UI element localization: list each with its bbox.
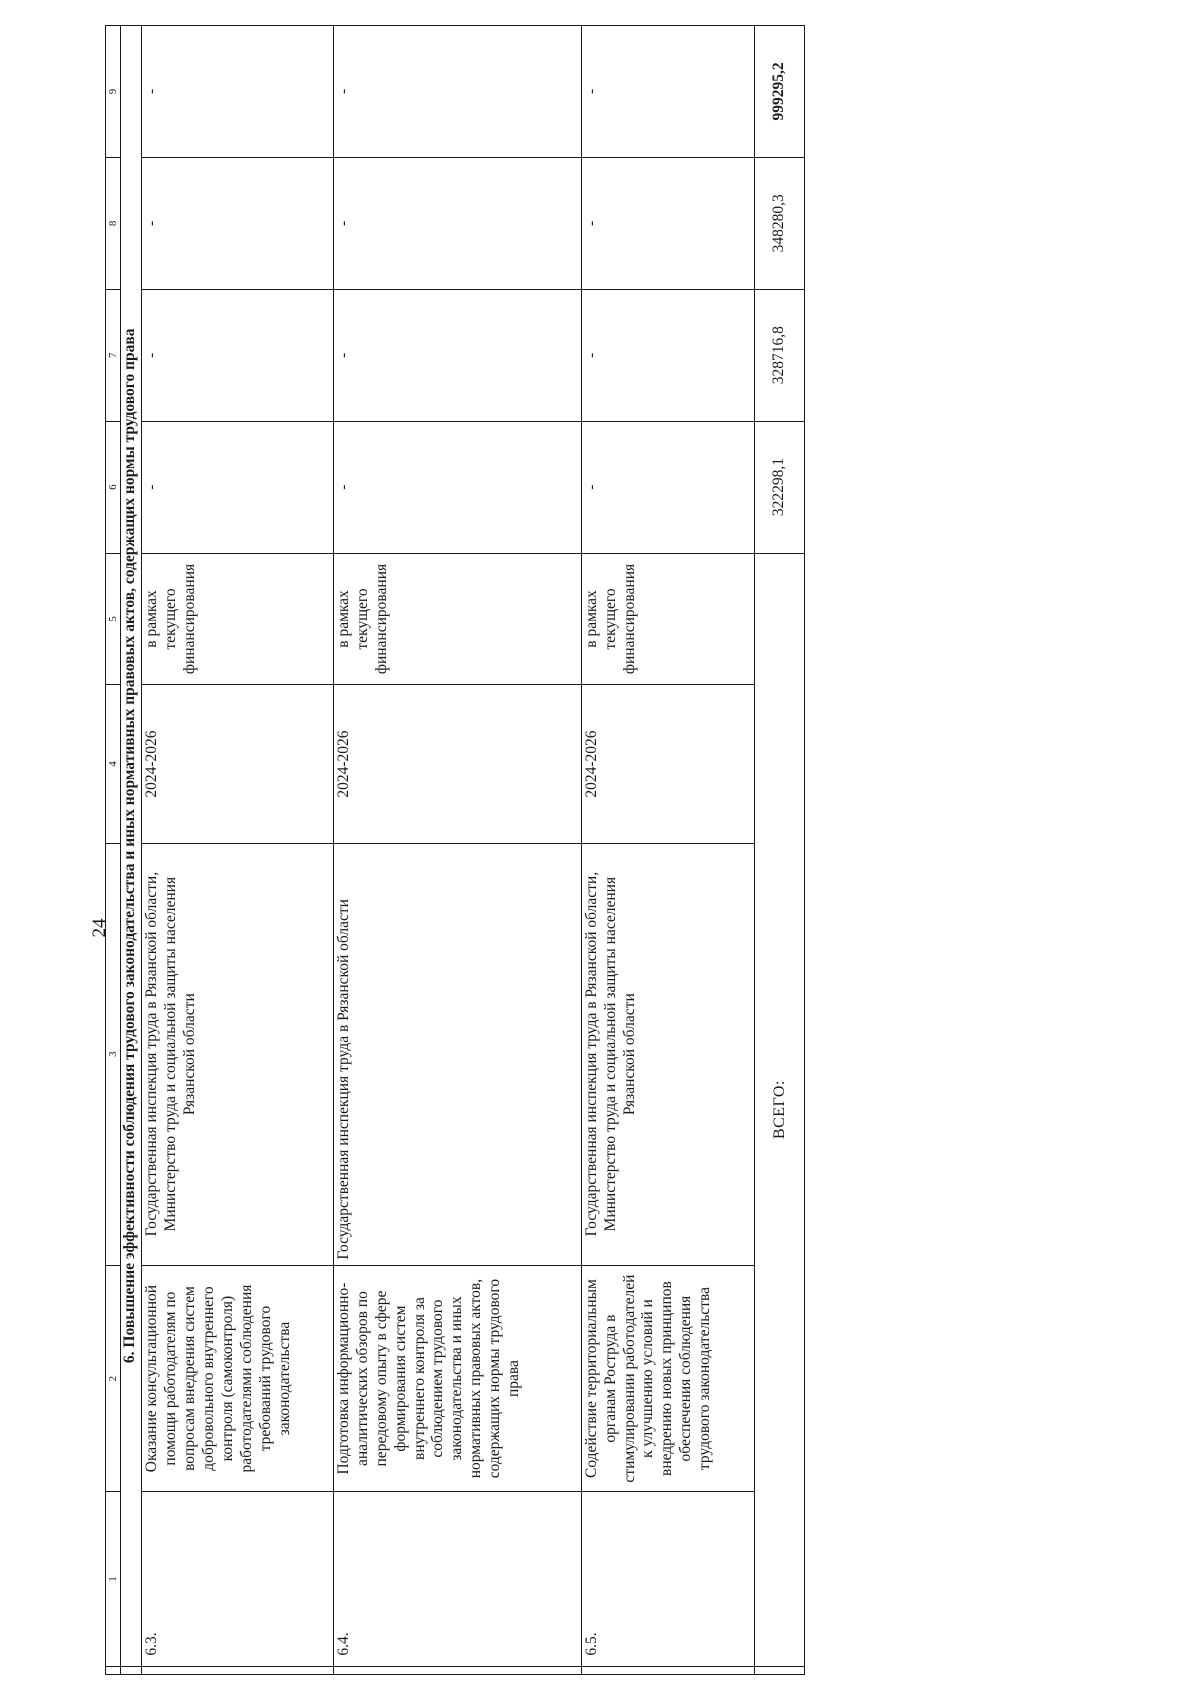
column-number: 8 [106, 157, 121, 289]
column-number: 9 [106, 26, 121, 158]
executors-cell: Государственная инспекция труда в Рязанской области, Министерство труда и социальной защиты населения Рязанской области [142, 843, 334, 1265]
table-row [581, 26, 754, 1675]
value-cell: - [581, 421, 754, 553]
column-number: 4 [106, 685, 121, 843]
value-cell: - [142, 421, 334, 553]
total-value: 328716,8 [754, 289, 804, 421]
value-cell: - [142, 289, 334, 421]
blank-cell [581, 1666, 754, 1674]
page-number: 24 [89, 918, 110, 938]
activities-table [105, 25, 805, 1675]
column-number-row [106, 26, 121, 1675]
table-row [333, 26, 581, 1675]
blank-cell [754, 1666, 804, 1674]
grand-total-value: 999295,2 [754, 26, 804, 158]
activity-cell: Подготовка информационно-аналитических обзоров по передовому опыту в сфере формирования систем внутреннего контроля за соблюдением трудового законодательства и иных нормативных правовых актов, содержащих нормы трудового права [333, 1265, 581, 1492]
total-row [754, 26, 804, 1675]
row-number: 6.5. [581, 1492, 754, 1666]
executors-cell: Государственная инспекция труда в Рязанской области, Министерство труда и социальной защиты населения Рязанской области [581, 843, 754, 1265]
section-title: 6. Повышение эффективности соблюдения трудового законодательства и иных нормативных правовых актов, содержащих нормы трудового права [121, 26, 142, 1667]
column-number: 6 [106, 421, 121, 553]
section-header-row [121, 26, 142, 1675]
value-cell: - [142, 26, 334, 158]
row-number: 6.4. [333, 1492, 581, 1666]
row-number: 6.3. [142, 1492, 334, 1666]
executors-cell: Государственная инспекция труда в Рязанской области [333, 843, 581, 1265]
financing-cell: в рамках текущего финансирования [333, 553, 581, 685]
table-canvas [105, 25, 805, 1675]
value-cell: - [333, 421, 581, 553]
column-number: 5 [106, 553, 121, 685]
period-cell: 2024-2026 [333, 685, 581, 843]
value-cell: - [333, 289, 581, 421]
blank-cell [121, 1666, 142, 1674]
column-number: 1 [106, 1492, 121, 1666]
value-cell: - [581, 26, 754, 158]
column-number: 3 [106, 843, 121, 1265]
total-label: ВСЕГО: [754, 553, 804, 1666]
value-cell: - [333, 157, 581, 289]
activity-cell: Содействие территориальным органам Роструда в стимулировании работодателей к улучшению условий и внедрению новых принципов обеспечения соблюдения трудового законодательства [581, 1265, 754, 1492]
table-row [142, 26, 334, 1675]
period-cell: 2024-2026 [142, 685, 334, 843]
activity-cell: Оказание консультационной помощи работодателям по вопросам внедрения систем добровольного внутреннего контроля (самоконтроля) работодателями соблюдения требований трудового законодательства [142, 1265, 334, 1492]
column-number: 2 [106, 1265, 121, 1492]
column-number: 7 [106, 289, 121, 421]
total-value: 348280,3 [754, 157, 804, 289]
financing-cell: в рамках текущего финансирования [581, 553, 754, 685]
period-cell: 2024-2026 [581, 685, 754, 843]
financing-cell: в рамках текущего финансирования [142, 553, 334, 685]
value-cell: - [333, 26, 581, 158]
total-value: 322298,1 [754, 421, 804, 553]
value-cell: - [581, 289, 754, 421]
blank-cell [142, 1666, 334, 1674]
blank-column-header [106, 1666, 121, 1674]
blank-cell [333, 1666, 581, 1674]
value-cell: - [142, 157, 334, 289]
value-cell: - [581, 157, 754, 289]
rotated-table-container [105, 25, 1200, 1656]
